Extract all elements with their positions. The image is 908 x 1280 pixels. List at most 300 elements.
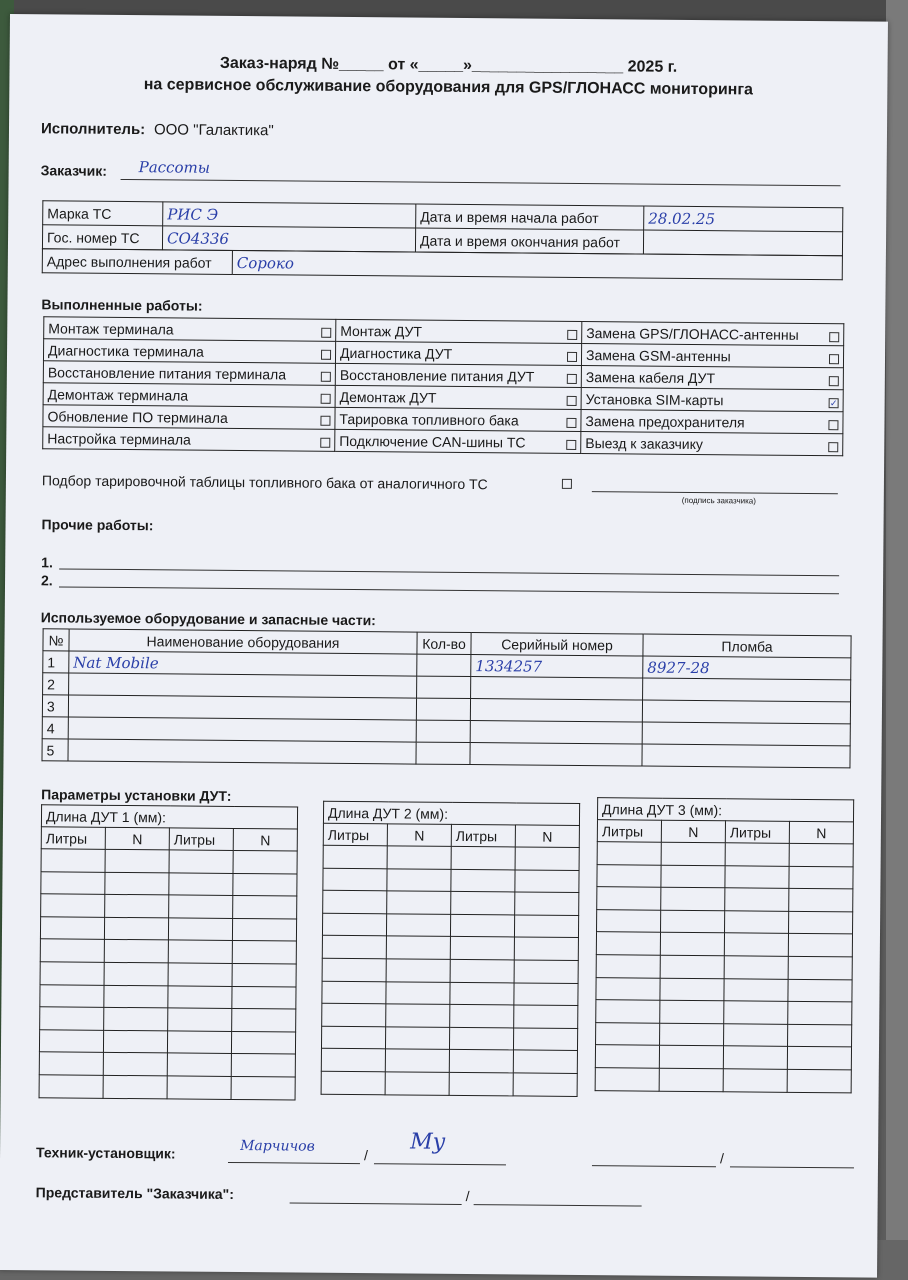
dut-cell[interactable] <box>515 847 579 870</box>
dut-cell[interactable] <box>167 1031 231 1054</box>
dut-cell[interactable] <box>233 896 297 919</box>
work-item-label: Монтаж ДУТ <box>340 322 423 340</box>
dut-cell[interactable] <box>322 958 386 981</box>
work-item-label: Замена GPS/ГЛОНАСС-антенны <box>586 324 799 343</box>
works-table <box>42 316 844 456</box>
representative-label: Представитель "Заказчика": <box>35 1184 234 1202</box>
end-value[interactable] <box>643 230 842 256</box>
dut-cell[interactable] <box>232 1009 296 1032</box>
dut-cell[interactable] <box>385 1049 449 1072</box>
customer-underline <box>121 179 841 186</box>
dut-cell[interactable] <box>451 869 515 892</box>
work-checkbox[interactable] <box>829 376 839 386</box>
dut-cell[interactable] <box>789 866 853 889</box>
dut-cell[interactable] <box>322 913 386 936</box>
dut-row <box>322 1003 578 1028</box>
dut-cell[interactable] <box>168 1008 232 1031</box>
work-item <box>581 431 843 455</box>
dut-cell[interactable] <box>105 872 169 895</box>
equipment-number: 5 <box>42 739 68 761</box>
dut-cell[interactable] <box>105 895 169 918</box>
dut-cell[interactable] <box>723 1046 787 1069</box>
work-checkbox[interactable] <box>320 415 330 425</box>
dut-row <box>595 1068 851 1093</box>
dut-cell[interactable] <box>724 1001 788 1024</box>
work-checkbox[interactable] <box>828 442 838 452</box>
dut-header-liters: Литры <box>597 820 661 843</box>
dut-row <box>323 845 579 870</box>
equipment-number: 4 <box>42 717 68 739</box>
equipment-seal[interactable] <box>642 722 850 746</box>
technician-signature[interactable]: Му <box>410 1129 446 1155</box>
dut-table-2 <box>321 801 581 1097</box>
work-checkbox[interactable] <box>567 373 577 383</box>
tank-table-label: Подбор тарировочной таблицы топливного бака от аналогичного ТС <box>41 472 488 493</box>
dut-cell[interactable] <box>515 892 579 915</box>
other-works-item2-number: 2. <box>40 572 53 589</box>
equipment-seal[interactable] <box>643 678 851 702</box>
equipment-header-qty: Кол-во <box>417 632 471 654</box>
technician-label: Техник-установщик: <box>35 1144 176 1162</box>
work-item-label: Монтаж терминала <box>48 319 174 337</box>
dut-table-title: Длина ДУТ 2 (мм): <box>323 801 579 825</box>
dut-row <box>41 871 297 896</box>
dut-cell[interactable] <box>40 917 104 940</box>
dut-cell[interactable] <box>103 1030 167 1053</box>
other-works-item2-line[interactable] <box>59 586 839 594</box>
dut-row <box>323 890 579 915</box>
dut-cell[interactable] <box>660 955 724 978</box>
equipment-seal[interactable] <box>642 700 850 724</box>
dut-cell[interactable] <box>232 986 296 1009</box>
work-checkbox[interactable]: ✓ <box>829 397 838 408</box>
dut-cell[interactable] <box>40 939 104 962</box>
dut-row <box>40 939 296 964</box>
dut-row <box>40 917 296 942</box>
dut-row <box>597 864 853 889</box>
dut-row <box>322 913 578 938</box>
dut-cell[interactable] <box>660 1023 724 1046</box>
dut-cell[interactable] <box>104 985 168 1008</box>
dut-cell[interactable] <box>450 937 514 960</box>
customer-label: Заказчик: <box>40 162 108 179</box>
dut-cell[interactable] <box>597 864 661 887</box>
dut-cell[interactable] <box>661 910 725 933</box>
dut-cell[interactable] <box>39 1052 103 1075</box>
dut-row <box>596 977 852 1002</box>
dut-cell[interactable] <box>233 850 297 873</box>
dut-row <box>41 894 297 919</box>
dut-cell[interactable] <box>596 977 660 1000</box>
work-item <box>43 383 335 408</box>
dut-cell[interactable] <box>660 978 724 1001</box>
dut-cell[interactable] <box>788 1024 852 1047</box>
other-works-item1-line[interactable] <box>59 568 839 576</box>
dut-cell[interactable] <box>660 1000 724 1023</box>
equipment-qty[interactable] <box>416 698 470 720</box>
dut-cell[interactable] <box>103 1053 167 1076</box>
dut-cell[interactable] <box>596 1022 660 1045</box>
dut-cell[interactable] <box>169 895 233 918</box>
work-item <box>335 429 581 453</box>
dut-cell[interactable] <box>40 984 104 1007</box>
dut-row <box>39 1052 295 1077</box>
extra-sign-line2[interactable] <box>730 1166 854 1168</box>
dut-row <box>321 1049 577 1074</box>
form-title-line1: Заказ-наряд №_____ от «_____»_________________ 2025 г. <box>219 54 678 76</box>
work-item-label: Тарировка топливного бака <box>339 410 519 428</box>
tank-table-checkbox[interactable] <box>562 479 572 489</box>
dut-row <box>321 1026 577 1051</box>
dut-row <box>323 868 579 893</box>
dut-row <box>597 887 853 912</box>
work-checkbox[interactable] <box>566 417 576 427</box>
dut-cell[interactable] <box>231 1076 295 1099</box>
work-item <box>336 319 582 343</box>
dut-cell[interactable] <box>788 934 852 957</box>
dut-cell[interactable] <box>449 1072 513 1095</box>
dut-cell[interactable] <box>41 871 105 894</box>
dut-cell[interactable] <box>724 978 788 1001</box>
work-item-label: Восстановление питания ДУТ <box>339 366 535 385</box>
dut-cell[interactable] <box>449 1050 513 1073</box>
work-item <box>581 344 843 368</box>
dut-cell[interactable] <box>513 1050 577 1073</box>
dut-cell[interactable] <box>168 985 232 1008</box>
work-item-label: Обновление ПО терминала <box>47 407 228 426</box>
executor-value: ООО "Галактика" <box>153 121 274 140</box>
dut-cell[interactable] <box>104 962 168 985</box>
dut-title: Параметры установки ДУТ: <box>41 786 232 804</box>
dut-row <box>322 981 578 1006</box>
equipment-header-seal: Пломба <box>643 634 851 658</box>
work-item <box>43 405 335 430</box>
customer-value[interactable]: Рассоты <box>138 158 211 177</box>
dut-row <box>596 1022 852 1047</box>
dut-cell[interactable] <box>321 1026 385 1049</box>
dut-cell[interactable] <box>450 914 514 937</box>
dut-table-1 <box>39 804 299 1100</box>
dut-row <box>322 936 578 961</box>
vehicle-table <box>42 200 843 256</box>
equipment-header-serial: Серийный номер <box>471 633 643 657</box>
dut-cell[interactable] <box>787 1047 851 1070</box>
dut-table-3 <box>595 797 855 1093</box>
dut-cell[interactable] <box>232 941 296 964</box>
customer-signature-line[interactable] <box>592 491 838 494</box>
equipment-header-name: Наименование оборудования <box>69 629 417 654</box>
dut-cell[interactable] <box>387 846 451 869</box>
representative-slash: / <box>465 1188 470 1205</box>
dut-header-n: N <box>387 824 451 847</box>
dut-cell[interactable] <box>41 894 105 917</box>
equipment-number: 2 <box>43 673 69 695</box>
dut-cell[interactable] <box>169 873 233 896</box>
dut-cell[interactable] <box>788 979 852 1002</box>
dut-cell[interactable] <box>321 1049 385 1072</box>
equipment-serial[interactable] <box>470 699 642 723</box>
dut-cell[interactable] <box>597 909 661 932</box>
dut-cell[interactable] <box>660 933 724 956</box>
dut-cell[interactable] <box>169 850 233 873</box>
technician-slash: / <box>363 1147 369 1164</box>
dut-cell[interactable] <box>596 932 660 955</box>
equipment-qty[interactable] <box>416 742 470 764</box>
dut-header-n: N <box>233 828 297 851</box>
dut-row <box>40 984 296 1009</box>
dut-cell[interactable] <box>789 889 853 912</box>
dut-cell[interactable] <box>724 1024 788 1047</box>
dut-cell[interactable] <box>661 842 725 865</box>
plate-value[interactable]: СО4336 <box>162 226 415 252</box>
equipment-serial[interactable]: 1334257 <box>471 655 643 679</box>
form-title-line2: на сервисное обслуживание оборудования для GPS/ГЛОНАСС мониторинга <box>143 76 754 99</box>
dut-cell[interactable] <box>387 868 451 891</box>
dut-cell[interactable] <box>514 960 578 983</box>
technician-name-line[interactable] <box>228 1162 360 1164</box>
work-checkbox[interactable] <box>829 354 839 364</box>
work-item <box>582 322 844 346</box>
extra-sign-line1[interactable] <box>592 1165 716 1167</box>
dut-cell[interactable] <box>723 1069 787 1092</box>
work-checkbox[interactable] <box>566 439 576 449</box>
dut-table-title: Длина ДУТ 1 (мм): <box>41 805 297 829</box>
dut-cell[interactable] <box>787 1069 851 1092</box>
dut-cell[interactable] <box>661 887 725 910</box>
dut-header-n: N <box>515 825 579 848</box>
dut-row <box>596 932 852 957</box>
address-value[interactable]: Сороко <box>232 250 842 279</box>
dut-header-n: N <box>105 827 169 850</box>
dut-cell[interactable] <box>323 845 387 868</box>
technician-sign-line[interactable] <box>374 1163 506 1165</box>
dut-row <box>39 1030 295 1055</box>
dut-cell[interactable] <box>596 955 660 978</box>
work-item <box>581 366 843 390</box>
dut-cell[interactable] <box>595 1068 659 1091</box>
representative-sign-line[interactable] <box>474 1204 642 1206</box>
dut-cell[interactable] <box>451 892 515 915</box>
dut-row <box>597 842 853 867</box>
equipment-name[interactable]: Nat Mobile <box>69 651 417 676</box>
dut-cell[interactable] <box>104 1008 168 1031</box>
dut-cell[interactable] <box>39 1030 103 1053</box>
dut-cell[interactable] <box>168 963 232 986</box>
dut-cell[interactable] <box>595 1045 659 1068</box>
dut-row <box>39 1075 295 1100</box>
dut-cell[interactable] <box>104 940 168 963</box>
dut-cell[interactable] <box>661 865 725 888</box>
dut-cell[interactable] <box>40 1007 104 1030</box>
works-title: Выполненные работы: <box>41 296 203 314</box>
dut-row <box>41 849 297 874</box>
dut-cell[interactable] <box>597 887 661 910</box>
dut-cell[interactable] <box>167 1053 231 1076</box>
dut-cell[interactable] <box>386 959 450 982</box>
dut-header-liters: Литры <box>323 823 387 846</box>
work-item <box>581 409 843 433</box>
dut-cell[interactable] <box>387 891 451 914</box>
technician-name[interactable]: Марчичов <box>240 1138 315 1155</box>
dut-cell[interactable] <box>725 888 789 911</box>
dut-cell[interactable] <box>597 842 661 865</box>
work-item-label: Настройка терминала <box>47 429 191 448</box>
dut-cell[interactable] <box>659 1068 723 1091</box>
equipment-qty[interactable] <box>417 654 471 676</box>
work-checkbox[interactable] <box>828 420 838 430</box>
dut-cell[interactable] <box>322 1003 386 1026</box>
dut-cell[interactable] <box>385 1072 449 1095</box>
representative-name-line[interactable] <box>290 1202 462 1205</box>
dut-cell[interactable] <box>514 1005 578 1028</box>
work-item-label: Демонтаж терминала <box>47 385 189 404</box>
dut-cell[interactable] <box>41 849 105 872</box>
equipment-seal[interactable] <box>642 744 850 768</box>
dut-cell[interactable] <box>105 849 169 872</box>
dut-cell[interactable] <box>789 911 853 934</box>
work-checkbox[interactable] <box>321 349 331 359</box>
dut-cell[interactable] <box>789 843 853 866</box>
dut-cell[interactable] <box>659 1046 723 1069</box>
work-item <box>43 427 335 452</box>
equipment-name[interactable] <box>68 717 416 742</box>
dut-cell[interactable] <box>232 918 296 941</box>
order-form-sheet <box>0 14 888 1278</box>
work-item-label: Восстановление питания терминала <box>47 363 287 382</box>
dut-cell[interactable] <box>515 870 579 893</box>
dut-cell[interactable] <box>167 1076 231 1099</box>
equipment-name[interactable] <box>68 695 416 720</box>
dut-row <box>595 1045 851 1070</box>
work-item-label: Замена кабеля ДУТ <box>585 368 716 386</box>
work-checkbox[interactable] <box>321 371 331 381</box>
dut-header-liters: Литры <box>41 827 105 850</box>
other-works-title: Прочие работы: <box>41 516 154 534</box>
work-item <box>43 339 335 364</box>
dut-cell[interactable] <box>232 963 296 986</box>
dut-row <box>40 962 296 987</box>
dut-cell[interactable] <box>231 1031 295 1054</box>
work-item-label: Диагностика терминала <box>48 341 204 360</box>
dut-cell[interactable] <box>321 1071 385 1094</box>
work-item-label: Подключение CAN-шины ТС <box>339 432 526 451</box>
dut-header-liters: Литры <box>725 821 789 844</box>
work-checkbox[interactable] <box>567 329 577 339</box>
dut-cell[interactable] <box>513 1028 577 1051</box>
dut-cell[interactable] <box>725 865 789 888</box>
start-value[interactable]: 28.02.25 <box>644 206 843 232</box>
dut-header-liters: Литры <box>451 824 515 847</box>
dut-cell[interactable] <box>788 956 852 979</box>
work-item <box>335 385 581 409</box>
executor-label: Исполнитель: <box>40 120 146 139</box>
start-label: Дата и время начала работ <box>416 204 644 230</box>
work-item <box>581 387 843 411</box>
work-item-label: Выезд к заказчику <box>585 434 704 452</box>
address-label: Адрес выполнения работ <box>42 249 232 275</box>
dut-cell[interactable] <box>514 937 578 960</box>
work-item <box>335 341 581 365</box>
dut-cell[interactable] <box>513 1073 577 1096</box>
equipment-serial[interactable] <box>471 677 643 701</box>
brand-value[interactable]: РИС Э <box>163 202 416 228</box>
dut-row <box>596 955 852 980</box>
dut-cell[interactable] <box>385 1027 449 1050</box>
equipment-qty[interactable] <box>417 676 471 698</box>
dut-cell[interactable] <box>450 982 514 1005</box>
dut-cell[interactable] <box>233 873 297 896</box>
dut-cell[interactable] <box>725 843 789 866</box>
work-item <box>44 317 336 342</box>
dut-cell[interactable] <box>386 981 450 1004</box>
work-checkbox[interactable] <box>567 395 577 405</box>
dut-header-n: N <box>789 821 853 844</box>
dut-cell[interactable] <box>724 933 788 956</box>
equipment-name[interactable] <box>68 739 416 764</box>
dut-cell[interactable] <box>40 962 104 985</box>
dut-cell[interactable] <box>386 914 450 937</box>
dut-cell[interactable] <box>103 1075 167 1098</box>
dut-cell[interactable] <box>168 918 232 941</box>
equipment-serial[interactable] <box>470 743 642 767</box>
dut-cell[interactable] <box>451 846 515 869</box>
dut-cell[interactable] <box>104 917 168 940</box>
dut-cell[interactable] <box>724 956 788 979</box>
equipment-header-number: № <box>43 629 69 651</box>
dut-cell[interactable] <box>450 959 514 982</box>
equipment-seal[interactable]: 8927-28 <box>643 656 851 680</box>
dut-cell[interactable] <box>323 868 387 891</box>
dut-cell[interactable] <box>514 982 578 1005</box>
work-checkbox[interactable] <box>321 393 331 403</box>
dut-cell[interactable] <box>322 936 386 959</box>
extra-slash: / <box>719 1150 725 1167</box>
work-item <box>335 363 581 387</box>
dut-cell[interactable] <box>725 911 789 934</box>
dut-row <box>597 909 853 934</box>
equipment-serial[interactable] <box>470 721 642 745</box>
equipment-number: 1 <box>43 651 69 673</box>
dut-header-liters: Литры <box>169 828 233 851</box>
other-works-item1-number: 1. <box>41 554 53 571</box>
dut-cell[interactable] <box>596 1000 660 1023</box>
work-checkbox[interactable] <box>829 332 839 342</box>
dut-cell[interactable] <box>168 940 232 963</box>
brand-label: Марка ТС <box>43 201 163 226</box>
dut-cell[interactable] <box>449 1027 513 1050</box>
dut-cell[interactable] <box>39 1075 103 1098</box>
signature-caption: (подпись заказчика) <box>681 495 756 506</box>
dut-cell[interactable] <box>323 890 387 913</box>
dut-cell[interactable] <box>788 1001 852 1024</box>
work-item-label: Замена GSM-антенны <box>585 346 731 364</box>
equipment-qty[interactable] <box>416 720 470 742</box>
dut-cell[interactable] <box>386 936 450 959</box>
dut-cell[interactable] <box>450 1005 514 1028</box>
dut-cell[interactable] <box>322 981 386 1004</box>
dut-cell[interactable] <box>514 915 578 938</box>
plate-label: Гос. номер ТС <box>42 225 162 250</box>
work-checkbox[interactable] <box>321 327 331 337</box>
equipment-title: Используемое оборудование и запасные части: <box>40 609 376 629</box>
dut-row <box>321 1071 577 1096</box>
dut-cell[interactable] <box>386 1004 450 1027</box>
dut-cell[interactable] <box>231 1054 295 1077</box>
work-item-label: Замена предохранителя <box>585 412 745 430</box>
work-checkbox[interactable] <box>567 351 577 361</box>
equipment-name[interactable] <box>69 673 417 698</box>
work-checkbox[interactable] <box>320 437 330 447</box>
